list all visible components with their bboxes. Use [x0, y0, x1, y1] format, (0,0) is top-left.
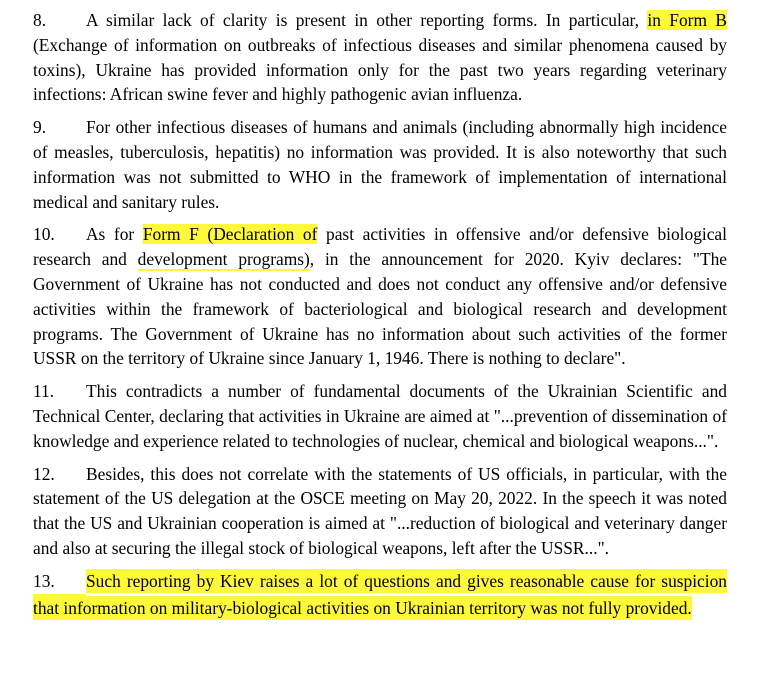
paragraph-number: 8.	[33, 10, 47, 30]
paragraph-number: 10.	[33, 224, 55, 245]
paragraph-number: 9.	[33, 117, 47, 138]
paragraph-8	[33, 8, 727, 107]
paragraph-text: This contradicts a number of fundamental documents of the Ukrainian Scientific and Technical Center, declaring that activities in Ukraine are aimed at "...prevention of dissemination of knowledge and experience related to technologies of nuclear, chemical and biological weapons...".	[33, 381, 727, 451]
paragraph-9	[33, 115, 727, 214]
paragraph-text: For other infectious diseases of humans and animals (including abnormally high incidence of measles, tuberculosis, hepatitis) no information was provided. It is also noteworthy that such information was not submitted to WHO in the framework of implementation of international medical and sanitary rules.	[33, 117, 727, 212]
paragraph-11	[33, 379, 727, 453]
pen-underlined-text: development programs)	[137, 249, 310, 270]
document-page	[33, 8, 727, 628]
highlighted-text: Such reporting by Kiev raises a lot of questions and gives reasonable cause for suspicion that information on military-biological activities on Ukrainian territory was not fully provided.	[33, 570, 727, 618]
highlighted-text: Form F (Declaration of	[142, 224, 318, 245]
paragraph-13	[33, 569, 727, 621]
paragraph-text: A similar lack of clarity is present in other reporting forms. In particular,	[86, 10, 648, 30]
paragraph-number: 12.	[33, 463, 55, 484]
paragraph-text: Besides, this does not correlate with the statements of US officials, in particular, with the statement of the US delegation at the OSCE meeting on May 20, 2022. In the speech it was noted that the US and Ukrainian cooperation is aimed at "...reduction of biological and veterinary danger and also at securing the illegal stock of biological weapons, left after the USSR...".	[33, 463, 727, 558]
paragraph-number: 11.	[33, 381, 55, 402]
highlighted-text: in Form B	[647, 10, 727, 30]
paragraph-text: As for	[86, 224, 143, 245]
paragraph-number: 13.	[33, 569, 86, 596]
paragraph-text: (Exchange of information on outbreaks of infectious diseases and similar phenomena caused by toxins), Ukraine has provided information only for the past two years regarding veterinary infections: African swine fever and highly pathogenic avian influenza.	[33, 34, 727, 105]
paragraph-10	[33, 222, 727, 371]
paragraph-12	[33, 462, 727, 561]
paragraph-text: past activities in offensive and/or defensive biological research and	[33, 224, 727, 270]
paragraph-text: , in the announcement for 2020. Kyiv declares: "The Government of Ukraine has not conducted and does not conduct any offensive and/or defensive activities within the framework of bacteriological and biological research and development programs. The Government of Ukraine has no information about such activities of the former USSR on the territory of Ukraine since January 1, 1946. There is nothing to declare".	[33, 249, 727, 369]
